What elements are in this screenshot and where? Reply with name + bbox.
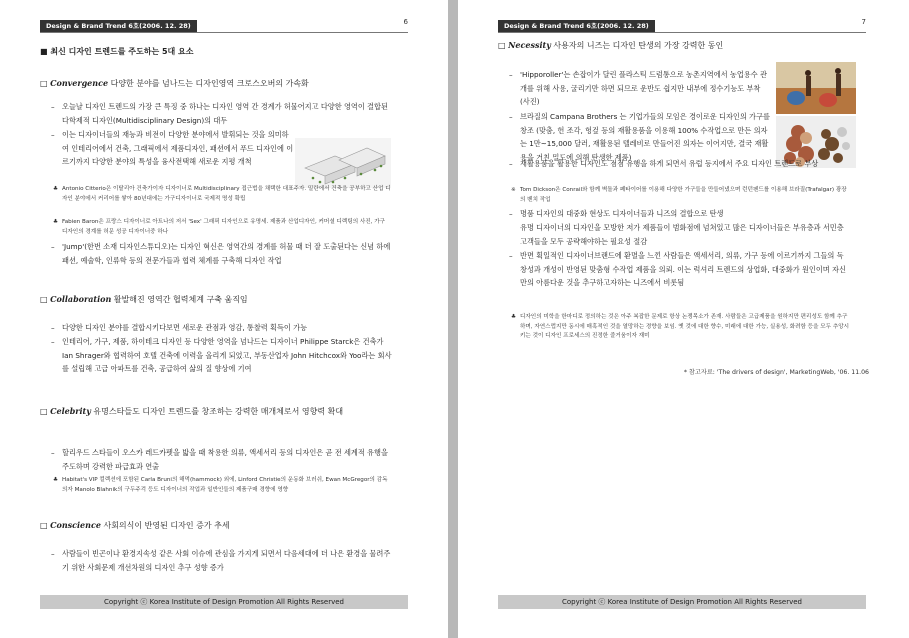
- chair-design-photo: [295, 138, 391, 188]
- club-icon: ♣: [53, 219, 59, 225]
- page-footer: Copyright ⓒ Korea Institute of Design Promotion All Rights Reserved: [498, 595, 866, 609]
- hipporoller-photo: [776, 62, 856, 114]
- bullet-item: 유명 디자이너의 디자인을 모방한 저가 제품들이 범화점에 넘쳐있고 많은 디자이너들은 부유층과 서민층 고객들을 모두 공략해야하는 필요성 절감: [520, 223, 844, 246]
- bullet-item: – 이는 디자이너들의 재능과 비전이 다양한 분야에서 발휘되는 것을 의미하여 인테리어에서 건축, 그래픽에서 제품디자인, 패션에서 푸드 디자인에 이르기까지 다양한 분야의 특성을 융사전택해 새로운 지평 개척: [51, 130, 294, 166]
- footnote: ♣ Antonio Citterio은 이탈리아 건축가이자 디자이너로 Multidisciplinary 접근법을 채택한 대표주자. 밀란에서 건축을 공부하고 산업 디자인 분야에서 커리어를 쌓아 80년대에는 가구디자이너로 국제적 명성 확립: [53, 186, 391, 202]
- bullet-item: – 사람들이 빈곤이나 환경지속성 같은 사회 이슈에 관심을 가지게 되면서 다음세대에 더 나은 환경을 물려주기 위한 사회문제 개선차원의 디자인 추구 성향 증가: [51, 549, 391, 572]
- empty-square-icon: □: [40, 295, 48, 304]
- bullet-item: – 할리우드 스타들이 오스카 레드카펫을 밟을 때 착용한 의류, 액세서리 등의 디자인은 곧 전 세계적 유행을 주도하며 강력한 파급효과 연출: [51, 448, 388, 471]
- empty-square-icon: □: [40, 521, 48, 530]
- club-icon: ♣: [511, 314, 517, 320]
- heading-celebrity: [40, 404, 400, 419]
- footnote: ♣ 디자인의 미학을 한마디로 정의하는 것은 아주 복잡한 문제로 항상 논쟁목소가 존재. 사람들은 고급제품을 원하지만 편리성도 함께 추구하며, 자연스럽지만 동시에 매혹적인 것을 열망하는 경향을 보임. 옛 것에 대한 향수, 미래에 대한 가능, 실용성, 화려함 등을 모두 추앙시키는 것이 디자인 프로세스의 진정한 즐거움이자 재미: [511, 314, 850, 339]
- heading-keyword: Celebrity: [50, 406, 91, 416]
- empty-square-icon: □: [40, 407, 48, 416]
- heading-collaboration: [40, 294, 248, 305]
- club-icon: ♣: [53, 186, 59, 192]
- bullet-item: – 명품 디자인의 대중화 현상도 디자이너들과 니즈의 결합으로 탄생: [509, 209, 724, 218]
- header-label: Design & Brand Trend 6호(2006. 12. 28): [40, 20, 197, 32]
- heading-keyword: Conscience: [50, 520, 101, 530]
- bullet-item: – 다양한 디자인 분야를 결합시키다보면 새로운 관점과 영감, 통찰력 획득이 가능: [51, 323, 308, 332]
- bullet-item: – 브라질의 Campana Brothers 는 기업가들의 모임은 경이로운 디자인의 가구를 창조 (맞춤, 헌 조각, 헝겊 등의 재활용품을 이용해 100% 수작업으로 만든 의자는 1만~15,000 달러, 재활용된 텔레비로 만들어진 의자는 이어지만, 결국 재활용을 거친 밀도에 의해 탄생한 제품): [509, 112, 770, 162]
- heading-text: 유명스타들도 디자인 트렌드를 창조하는 강력한 매개체로서 영향력 확대: [90, 407, 344, 416]
- bullet-item: – 재활용품을 활용한 디자인도 점점 유행을 하게 되면서 유럽 등지에서 주요 디자인 트렌드로 부상: [509, 159, 819, 168]
- page-footer: Copyright ⓒ Korea Institute of Design Promotion All Rights Reserved: [40, 595, 408, 609]
- bullet-item: – 'Hipporoller'는 손잡이가 달린 플라스틱 드럼통으로 농촌지역에서 농업용수 관개를 위해 사용, 굴리기만 하면 되므로 운반도 쉽지만 내부에 정수기능도 부착 (사진): [509, 70, 767, 106]
- footnote: ※ Tom Dickson은 Conrail와 함께 벽돌과 폐타이어를 이용해 다양한 가구들을 만들어냈으며 런던펜드를 이용해 브라질(Trafalgar) 광장의 벤치 작업: [511, 187, 847, 203]
- heading-keyword: Necessity: [508, 40, 551, 50]
- section-title: ■ 최신 디자인 트렌드를 주도하는 5대 요소: [40, 47, 194, 56]
- club-icon: ♣: [53, 477, 59, 483]
- header-label: Design & Brand Trend 6호(2006. 12. 28): [498, 20, 655, 32]
- heading-keyword: Convergence: [50, 78, 109, 88]
- heading-text: 활발해진 영역간 협력체계 구축 움직임: [111, 295, 248, 304]
- bullet-item: – 반면 획일적인 디자이너브랜드에 환멸을 느낀 사람들은 액세서리, 의류, 가구 등에 이르기까지 그들의 독창성과 개성이 반영된 맞춤형 수작업 제품을 의뢰. 이는 럭셔리 트렌드의 상업화, 대중화가 원인이며 자신만의 아름다운 것을 추구하고자하는 니즈에서 비롯됨: [509, 251, 846, 287]
- reference-note: * 참고자료: 'The drivers of design', MarketingWeb, '06. 11.06: [683, 369, 869, 376]
- heading-text: 다양한 분야를 넘나드는 디자인영역 크로스오버의 가속화: [108, 79, 309, 88]
- header-rule: [40, 32, 408, 33]
- footnote: ♣ Habitat's VIP 컬렉션에 포함된 Carla Bruni의 해먹(hammock) 외에, Linford Christie의 운동화 브러쉬, Ewan McGregor의 감독의자 Manolo Blahnik의 구두주걱 등도 디자이너의 작업과 일반인들의 제품구매 경향에 영향: [53, 477, 388, 493]
- footnote: ♣ Fabien Baron은 프랑스 디자이너로 아트나의 저서 'Sex' 그래픽 디자인으로 유명세. 제품과 산업디자인, 커머셜 디렉팅의 사진, 가구 디자인의 경계를 허문 성공 디자이너중 하나: [53, 219, 386, 235]
- page-gutter: [448, 0, 458, 638]
- header-rule: [498, 32, 866, 33]
- heading-text: 사용자의 니즈는 디자인 탄생의 가장 강력한 동인: [550, 41, 724, 50]
- empty-square-icon: □: [40, 79, 48, 88]
- page-number: 7: [861, 17, 866, 26]
- document-page-7: [458, 0, 909, 638]
- heading-text: 사회의식이 반영된 디자인 증가 추세: [100, 521, 230, 530]
- document-page-6: [0, 0, 448, 638]
- heading-necessity: [498, 40, 723, 51]
- bullet-item: – 인테리어, 가구, 제품, 하이테크 디자인 등 다양한 영역을 넘나드는 디자이너 Philippe Starck은 건축가 Ian Shrager와 협력하여 호텔 건축에 이력을 올리게 되었고, 부동산업자 John Hitchcox와 Yoo라는 회사를 설립해 고급 아파트를 건축, 공급하여 삶의 질 향상에 기여: [51, 337, 392, 373]
- page-header: [40, 18, 408, 33]
- page-header: [498, 18, 866, 33]
- heading-keyword: Collaboration: [50, 294, 112, 304]
- bullet-item: – 오늘날 디자인 트렌드의 가장 큰 특징 중 하나는 디자인 영역 간 경계가 허물어지고 다양한 영역이 결합된 다학제적 디자인(Multidisciplinary Design)의 대두: [51, 102, 388, 125]
- heading-convergence: [40, 78, 309, 89]
- empty-square-icon: □: [498, 41, 506, 50]
- bullet-item: – 'Jump'(한번 소재 디자인스튜디오)는 디자인 혁신은 영역간의 경계를 허물 때 더 잘 도출된다는 신념 하에 패션, 예술학, 인류학 등의 전문가들과 협력 체계를 구축해 디자인 작업: [51, 242, 391, 265]
- club-icon: ※: [511, 187, 516, 193]
- page-number: 6: [403, 17, 408, 26]
- heading-conscience: [40, 520, 230, 531]
- filled-square-icon: ■: [40, 47, 48, 56]
